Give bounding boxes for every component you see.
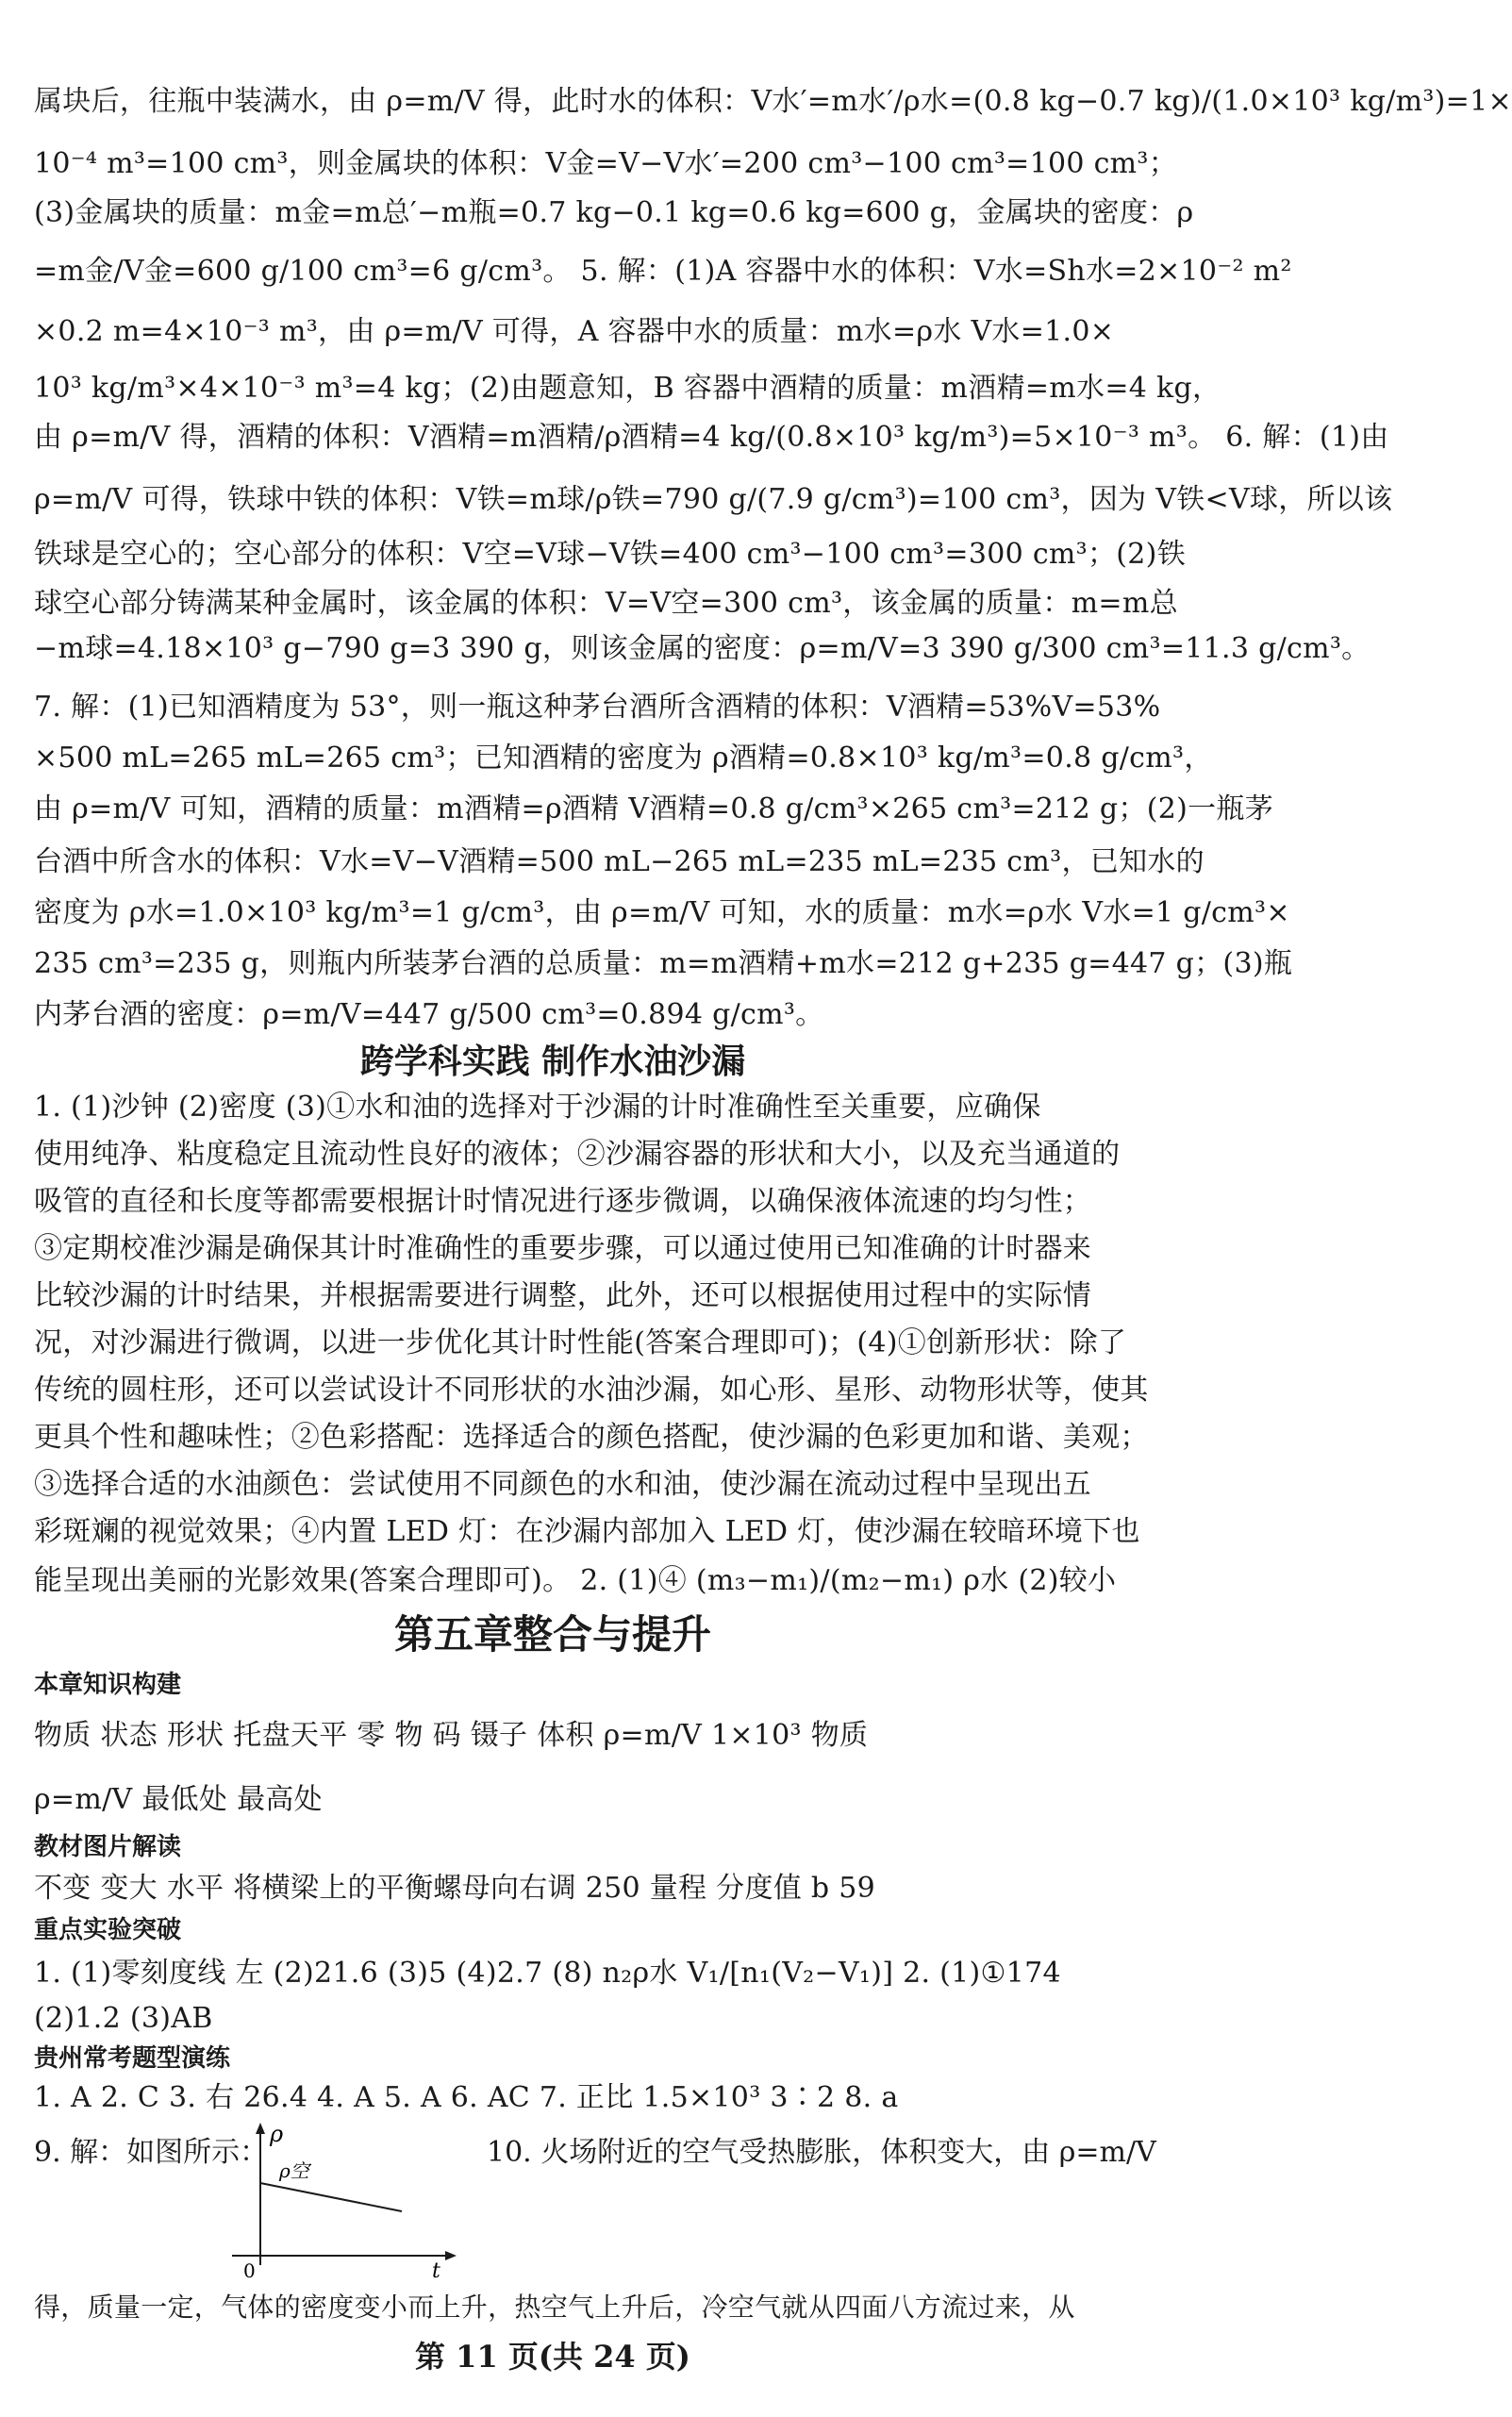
- text-line: 吸管的直径和长度等都需要根据计时情况进行逐步微调，以确保液体流速的均匀性；: [34, 1185, 1092, 1218]
- text-line: 由 ρ=m/V 得，酒精的体积：V酒精=m酒精/ρ酒精=4 kg/(0.8×10³ kg/m³)=5×10⁻³ m³。 6. 解：(1)由: [34, 421, 1389, 454]
- text-line: 内茅台酒的密度：ρ=m/V=447 g/500 cm³=0.894 g/cm³。: [34, 998, 824, 1031]
- x-axis-arrow: [445, 2251, 457, 2260]
- answer-page: [34, 0, 1512, 2417]
- text-line: ρ=m/V 最低处 最高处: [34, 1783, 323, 1816]
- text-line: 能呈现出美丽的光影效果(答案合理即可)。 2. (1)④ (m₃−m₁)/(m₂−m₁) ρ水 (2)较小: [34, 1564, 1117, 1597]
- text-line: 10³ kg/m³×4×10⁻³ m³=4 kg；(2)由题意知，B 容器中酒精的质量：m酒精=m水=4 kg，: [34, 372, 1221, 405]
- text-line: =m金/V金=600 g/100 cm³=6 g/cm³。 5. 解：(1)A 容器中水的体积：V水=Sh水=2×10⁻² m²: [34, 255, 1292, 288]
- text-line: (3)金属块的质量：m金=m总′−m瓶=0.7 kg−0.1 kg=0.6 kg=600 g，金属块的密度：ρ: [34, 196, 1194, 229]
- text-line: 彩斑斓的视觉效果；④内置 LED 灯：在沙漏内部加入 LED 灯，使沙漏在较暗环境下也: [34, 1515, 1140, 1548]
- q9-q10-block: [34, 2119, 1156, 2289]
- text-line: 密度为 ρ水=1.0×10³ kg/m³=1 g/cm³，由 ρ=m/V 可知，水的质量：m水=ρ水 V水=1 g/cm³×: [34, 896, 1290, 929]
- text-line: 1. (1)零刻度线 左 (2)21.6 (3)5 (4)2.7 (8) n₂ρ水 V₁/[n₁(V₂−V₁)] 2. (1)①174: [34, 1957, 1061, 1990]
- curve-label: ρ空: [279, 2159, 309, 2182]
- subsection-heading: 教材图片解读: [34, 1833, 182, 1861]
- text-line: ρ=m/V 可得，铁球中铁的体积：V铁=m球/ρ铁=790 g/(7.9 g/cm³)=100 cm³，因为 V铁<V球，所以该: [34, 483, 1393, 516]
- text-line: (2)1.2 (3)AB: [34, 2002, 213, 2035]
- text-line: 10⁻⁴ m³=100 cm³，则金属块的体积：V金=V−V水′=200 cm³−100 cm³=100 cm³；: [34, 147, 1178, 180]
- origin-label: 0: [243, 2259, 256, 2282]
- text-line: 况，对沙漏进行微调，以进一步优化其计时性能(答案合理即可)；(4)①创新形状：除了: [34, 1326, 1127, 1359]
- text-line: 物质 状态 形状 托盘天平 零 物 码 镊子 体积 ρ=m/V 1×10³ 物质: [34, 1719, 869, 1752]
- text-line: 1. A 2. C 3. 右 26.4 4. A 5. A 6. AC 7. 正比 1.5×10³ 3∶2 8. a: [34, 2081, 899, 2114]
- text-line: 台酒中所含水的体积：V水=V−V酒精=500 mL−265 mL=235 mL=235 cm³，已知水的: [34, 845, 1205, 878]
- text-line: ×0.2 m=4×10⁻³ m³，由 ρ=m/V 可得，A 容器中水的质量：m水=ρ水 V水=1.0×: [34, 315, 1115, 348]
- text-line: 7. 解：(1)已知酒精度为 53°，则一瓶这种茅台酒所含酒精的体积：V酒精=53%V=53%: [34, 691, 1161, 724]
- density-time-graph: [223, 2119, 468, 2283]
- subsection-heading: 本章知识构建: [34, 1671, 182, 1699]
- page-footer: 第 11 页(共 24 页): [415, 2339, 690, 2375]
- section-title: 跨学科实践 制作水油沙漏: [359, 1042, 746, 1081]
- text-line: −m球=4.18×10³ g−790 g=3 390 g，则该金属的密度：ρ=m/V=3 390 g/300 cm³=11.3 g/cm³。: [34, 632, 1371, 665]
- q10-text: 10. 火场附近的空气受热膨胀，体积变大，由 ρ=m/V: [487, 2136, 1156, 2169]
- text-line: 1. (1)沙钟 (2)密度 (3)①水和油的选择对于沙漏的计时准确性至关重要，应确保: [34, 1091, 1041, 1124]
- text-line: 不变 变大 水平 将横梁上的平衡螺母向右调 250 量程 分度值 b 59: [34, 1872, 876, 1905]
- chapter-title: 第五章整合与提升: [393, 1611, 711, 1658]
- x-axis-label: t: [432, 2259, 440, 2283]
- text-line: 由 ρ=m/V 可知，酒精的质量：m酒精=ρ酒精 V酒精=0.8 g/cm³×265 cm³=212 g；(2)一瓶茅: [34, 792, 1273, 825]
- text-line: 传统的圆柱形，还可以尝试设计不同形状的水油沙漏，如心形、星形、动物形状等，使其: [34, 1374, 1149, 1407]
- text-line: 铁球是空心的；空心部分的体积：V空=V球−V铁=400 cm³−100 cm³=300 cm³；(2)铁: [34, 538, 1186, 571]
- text-line: 得，质量一定，气体的密度变小而上升，热空气上升后，冷空气就从四面八方流过来，从: [34, 2292, 1075, 2323]
- y-axis-label: ρ: [270, 2121, 284, 2147]
- text-line: 使用纯净、粘度稳定且流动性良好的液体；②沙漏容器的形状和大小，以及充当通道的: [34, 1138, 1121, 1171]
- density-line: [260, 2183, 402, 2211]
- text-line: ③选择合适的水油颜色：尝试使用不同颜色的水和油，使沙漏在流动过程中呈现出五: [34, 1468, 1092, 1501]
- text-line: ③定期校准沙漏是确保其计时准确性的重要步骤，可以通过使用已知准确的计时器来: [34, 1232, 1092, 1265]
- text-line: 球空心部分铸满某种金属时，该金属的体积：V=V空=300 cm³，该金属的质量：m=m总: [34, 587, 1178, 620]
- subsection-heading: 贵州常考题型演练: [34, 2044, 231, 2073]
- text-line: 比较沙漏的计时结果，并根据需要进行调整，此外，还可以根据使用过程中的实际情: [34, 1279, 1092, 1312]
- subsection-heading: 重点实验突破: [34, 1916, 182, 1944]
- text-line: ×500 mL=265 mL=265 cm³；已知酒精的密度为 ρ酒精=0.8×10³ kg/m³=0.8 g/cm³，: [34, 742, 1213, 775]
- y-axis-arrow: [256, 2123, 265, 2134]
- q9-text: 9. 解：如图所示：: [34, 2136, 269, 2169]
- text-line: 更具个性和趣味性；②色彩搭配：选择适合的颜色搭配，使沙漏的色彩更加和谐、美观；: [34, 1421, 1149, 1454]
- text-line: 235 cm³=235 g，则瓶内所装茅台酒的总质量：m=m酒精+m水=212 g+235 g=447 g；(3)瓶: [34, 947, 1293, 980]
- text-line: 属块后，往瓶中装满水，由 ρ=m/V 得，此时水的体积：V水′=m水′/ρ水=(0.8 kg−0.7 kg)/(1.0×10³ kg/m³)=1×: [34, 85, 1512, 118]
